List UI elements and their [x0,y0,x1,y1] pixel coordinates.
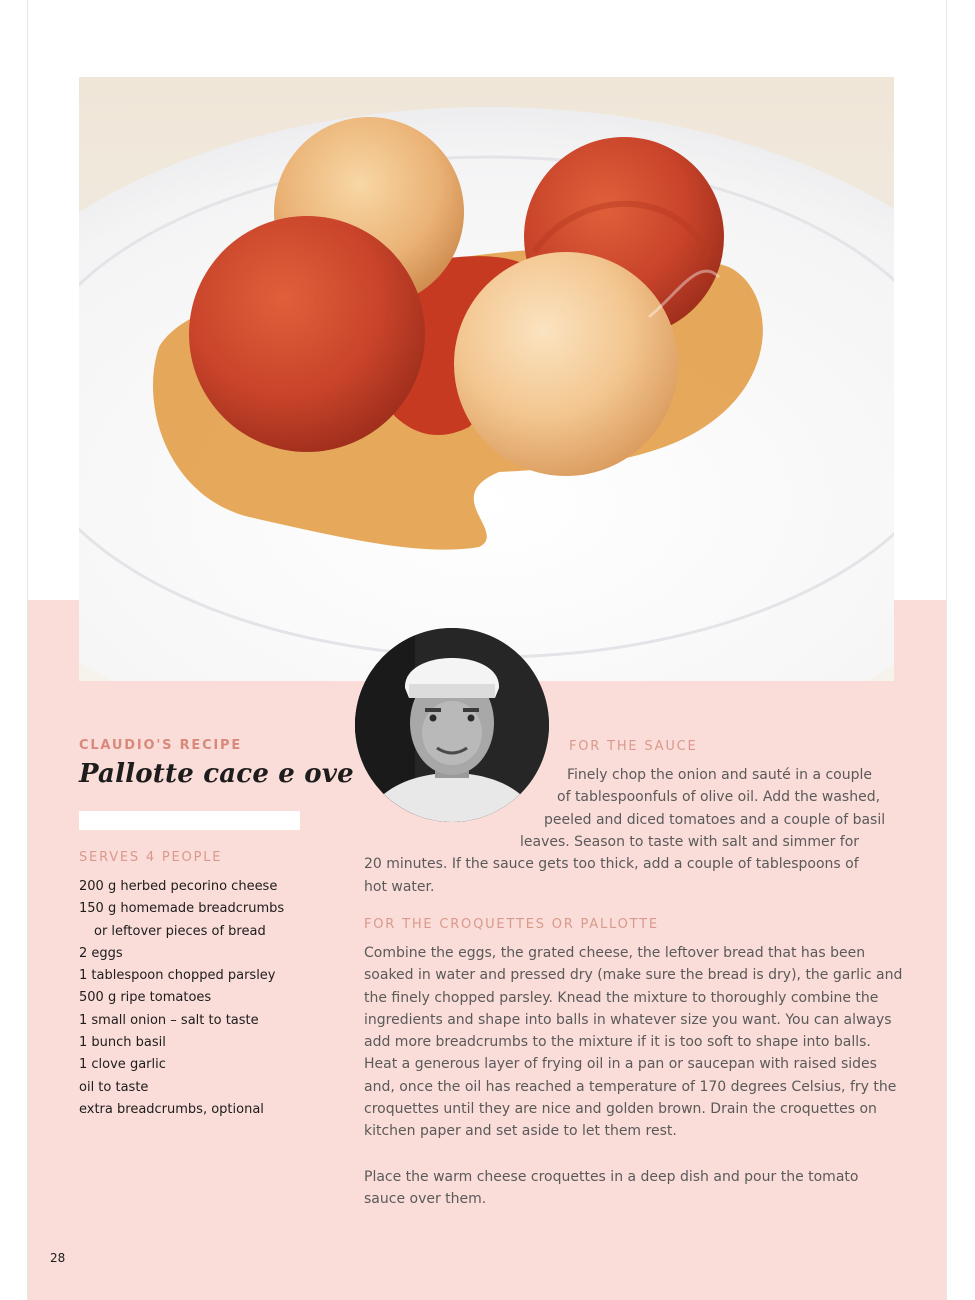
ingredient-item: 2 eggs [79,945,123,961]
croquettes-line: croquettes until they are nice and golden brown. Drain the croquettes on [364,1101,877,1118]
sauce-heading: FOR THE SAUCE [569,739,698,754]
croquettes-line: the finely chopped parsley. Knead the mixture to thoroughly combine the [364,989,879,1006]
croquettes-line: kitchen paper and set aside to let them rest. [364,1123,677,1140]
croquettes-line: Heat a generous layer of frying oil in a pan or saucepan with raised sides [364,1056,877,1073]
ingredient-item: or leftover pieces of bread [94,923,266,939]
ingredient-item: 1 tablespoon chopped parsley [79,968,276,984]
sauce-line: leaves. Season to taste with salt and simmer for [520,833,860,850]
ingredient-item: 1 small onion – salt to taste [79,1012,259,1028]
croquettes-line: ingredients and shape into balls in whatever size you want. You can always [364,1011,892,1028]
title-underline-bar [79,811,300,830]
recipe-title: Pallotte cace e ove [79,759,354,789]
ingredient-item: 1 bunch basil [79,1035,166,1051]
serving-instructions [364,1166,858,1211]
recipe-label: CLAUDIO'S RECIPE [79,738,243,753]
serving-line: Place the warm cheese croquettes in a deep dish and pour the tomato [364,1169,859,1185]
ingredient-item: extra breadcrumbs, optional [79,1101,264,1117]
sauce-line: peeled and diced tomatoes and a couple of basil [544,811,886,828]
croquettes-photo [79,77,894,681]
croquettes-line: add more breadcrumbs to the mixture if it is too soft to shape into balls. [364,1034,871,1051]
ingredients-list [79,876,284,1121]
croquettes-heading: FOR THE CROQUETTES OR PALLOTTE [364,917,659,932]
croquettes-line: Combine the eggs, the grated cheese, the leftover bread that has been [364,945,866,961]
ingredient-item: 150 g homemade breadcrumbs [79,901,285,917]
croquettes-line: and, once the oil has reached a temperature of 170 degrees Celsius, fry the [364,1078,897,1095]
croquettes-line: soaked in water and pressed dry (make sure the bread is dry), the garlic and [364,967,903,984]
serving-line: sauce over them. [364,1191,487,1208]
sauce-line: of tablespoonfuls of olive oil. Add the washed, [557,789,881,806]
ingredient-item: oil to taste [79,1079,149,1095]
sauce-line: hot water. [364,878,435,895]
ingredient-item: 200 g herbed pecorino cheese [79,879,278,894]
chef-portrait [355,628,549,822]
croquettes-instructions [364,942,902,1143]
sauce-line: 20 minutes. If the sauce gets too thick, add a couple of tablespoons of [364,856,859,873]
page-number: 28 [50,1251,66,1265]
serves-label: SERVES 4 PEOPLE [79,850,223,865]
sauce-line: Finely chop the onion and sauté in a couple [567,767,873,783]
ingredient-item: 1 clove garlic [79,1057,166,1073]
ingredient-item: 500 g ripe tomatoes [79,990,212,1006]
